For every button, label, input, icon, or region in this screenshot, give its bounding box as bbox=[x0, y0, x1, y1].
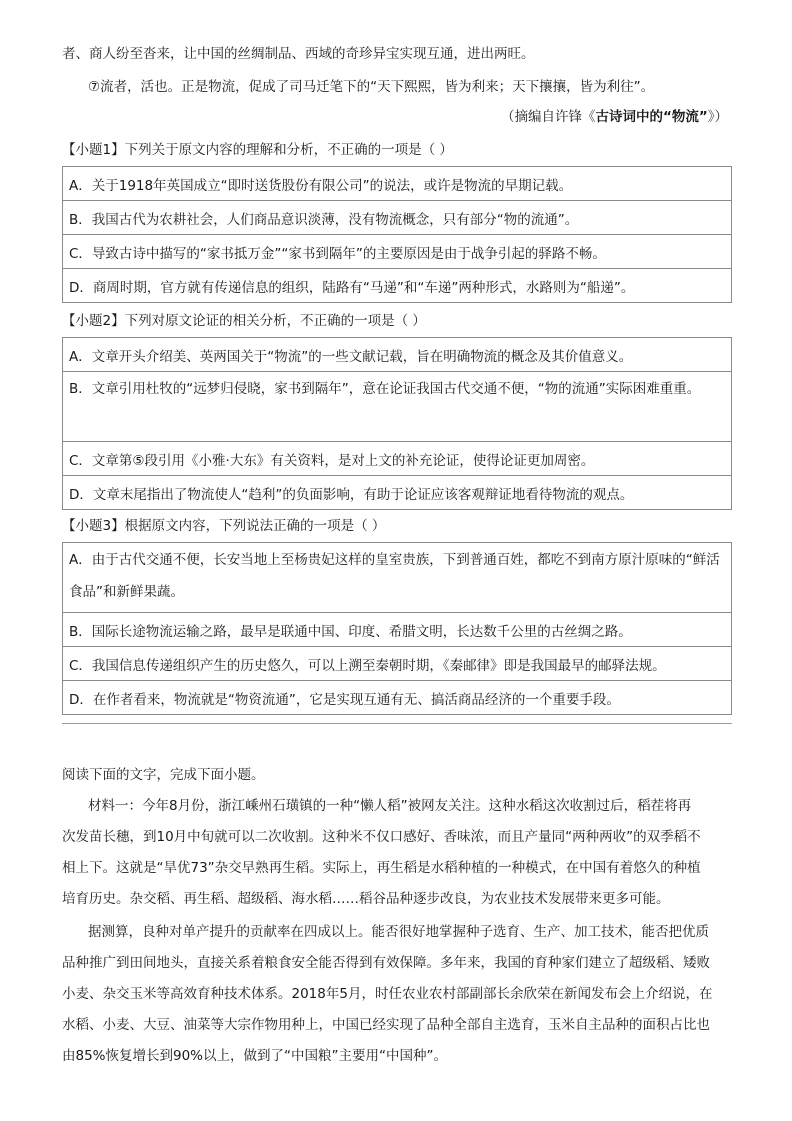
question-1-options bbox=[62, 166, 732, 303]
option-row[interactable] bbox=[63, 235, 732, 269]
question-2-options bbox=[62, 337, 732, 510]
option-row[interactable] bbox=[63, 613, 732, 647]
source-suffix: 》） bbox=[707, 109, 728, 125]
paragraph-2-line: 据测算，良种对单产提升的贡献率在四成以上。能否很好地掌握种子选育、生产、加工技术，能否把优质 bbox=[88, 924, 709, 940]
option-row[interactable] bbox=[63, 476, 732, 510]
option-b[interactable]: B．我国古代为农耕社会，人们商品意识淡薄，没有物流概念，只有部分“物的流通”。 bbox=[63, 201, 732, 235]
material-1-line: 相上下。这就是“旱优73”杂交早熟再生稻。实际上，再生稻是水稻种植的一种模式，在中国有着悠久的种植 bbox=[62, 860, 701, 876]
option-c[interactable]: C．文章第⑤段引用《小雅·大东》有关资料，是对上文的补充论证，使得论证更加周密。 bbox=[63, 442, 732, 476]
option-row[interactable] bbox=[63, 338, 732, 372]
intro-line-2: ⑦流者，活也。正是物流，促成了司马迁笔下的“天下熙熙，皆为利来；天下攘攘，皆为利往”。 bbox=[88, 79, 655, 95]
paragraph-2-line: 品种推广到田间地头，直接关系着粮食安全能否得到有效保障。多年来，我国的育种家们建立了超级稻、矮败 bbox=[62, 955, 710, 971]
paragraph-2-line: 由85%恢复增长到90%以上，做到了“中国粮”主要用“中国种”。 bbox=[62, 1048, 447, 1064]
option-row[interactable] bbox=[63, 681, 732, 715]
material-1-line: 次发苗长穗，到10月中旬就可以二次收割。这种米不仅口感好、香味浓，而且产量同“两种两收”的双季稻不 bbox=[62, 829, 701, 845]
section-divider bbox=[62, 723, 732, 724]
paragraph-2-line: 水稻、小麦、大豆、油菜等大宗作物用种上，中国已经实现了品种全部自主选育，玉米自主品种的面积占比也 bbox=[62, 1017, 710, 1033]
option-row[interactable] bbox=[63, 372, 732, 442]
option-row[interactable] bbox=[63, 201, 732, 235]
question-3-head: 【小题3】根据原文内容，下列说法正确的一项是（ ） bbox=[62, 518, 386, 534]
reading-instruction: 阅读下面的文字，完成下面小题。 bbox=[62, 767, 265, 783]
option-d[interactable]: D．文章末尾指出了物流使人“趋利”的负面影响，有助于论证应该客观辩证地看待物流的观点。 bbox=[63, 476, 732, 510]
option-row[interactable] bbox=[63, 647, 732, 681]
source-title: 古诗词中的“物流” bbox=[595, 109, 708, 125]
source-citation bbox=[501, 107, 728, 127]
source-prefix: （摘编自许锋《 bbox=[501, 109, 596, 125]
option-b[interactable]: B．国际长途物流运输之路，最早是联通中国、印度、希腊文明，长达数千公里的古丝绸之路。 bbox=[63, 613, 732, 647]
option-row[interactable] bbox=[63, 167, 732, 201]
option-c[interactable]: C．导致古诗中描写的“家书抵万金”“家书到隔年”的主要原因是由于战争引起的驿路不畅。 bbox=[63, 235, 732, 269]
option-a[interactable]: A．文章开头介绍美、英两国关于“物流”的一些文献记载，旨在明确物流的概念及其价值意义。 bbox=[63, 338, 732, 372]
question-3-options bbox=[62, 542, 732, 715]
option-row[interactable] bbox=[63, 442, 732, 476]
option-c[interactable]: C．我国信息传递组织产生的历史悠久，可以上溯至秦朝时期，《秦邮律》即是我国最早的邮驿法规。 bbox=[63, 647, 732, 681]
option-row[interactable] bbox=[63, 543, 732, 613]
question-2-head: 【小题2】下列对原文论证的相关分析，不正确的一项是（ ） bbox=[62, 313, 426, 329]
option-row[interactable] bbox=[63, 269, 732, 303]
option-d[interactable]: D．商周时期，官方就有传递信息的组织，陆路有“马递”和“车递”两种形式，水路则为“船递”。 bbox=[63, 269, 732, 303]
material-1-line: 材料一：今年8月份，浙江嵊州石璜镇的一种“懒人稻”被网友关注。这种水稻这次收割过后，稻茬将再 bbox=[88, 798, 692, 814]
intro-line-1: 者、商人纷至沓来，让中国的丝绸制品、西域的奇珍异宝实现互通，进出两旺。 bbox=[62, 46, 535, 62]
option-a[interactable]: A．关于1918年英国成立“即时送货股份有限公司”的说法，或许是物流的早期记载。 bbox=[63, 167, 732, 201]
option-b[interactable]: B．文章引用杜牧的“远梦归侵晓，家书到隔年”，意在论证我国古代交通不便，“物的流通”实际困难重重。 bbox=[63, 372, 732, 442]
option-d[interactable]: D．在作者看来，物流就是“物资流通”，它是实现互通有无、搞活商品经济的一个重要手段。 bbox=[63, 681, 732, 715]
question-1-head: 【小题1】下列关于原文内容的理解和分析，不正确的一项是（ ） bbox=[62, 142, 453, 158]
option-a[interactable]: A．由于古代交通不便，长安当地上至杨贵妃这样的皇室贵族，下到普通百姓，都吃不到南方原汁原味的“鲜活食品”和新鲜果蔬。 bbox=[63, 543, 732, 613]
material-1-line: 培育历史。杂交稻、再生稻、超级稻、海水稻……稻谷品种逐步改良，为农业技术发展带来更多可能。 bbox=[62, 891, 670, 907]
paragraph-2-line: 小麦、杂交玉米等高效育种技术体系。2018年5月，时任农业农村部副部长余欣荣在新闻发布会上介绍说，在 bbox=[62, 986, 713, 1002]
